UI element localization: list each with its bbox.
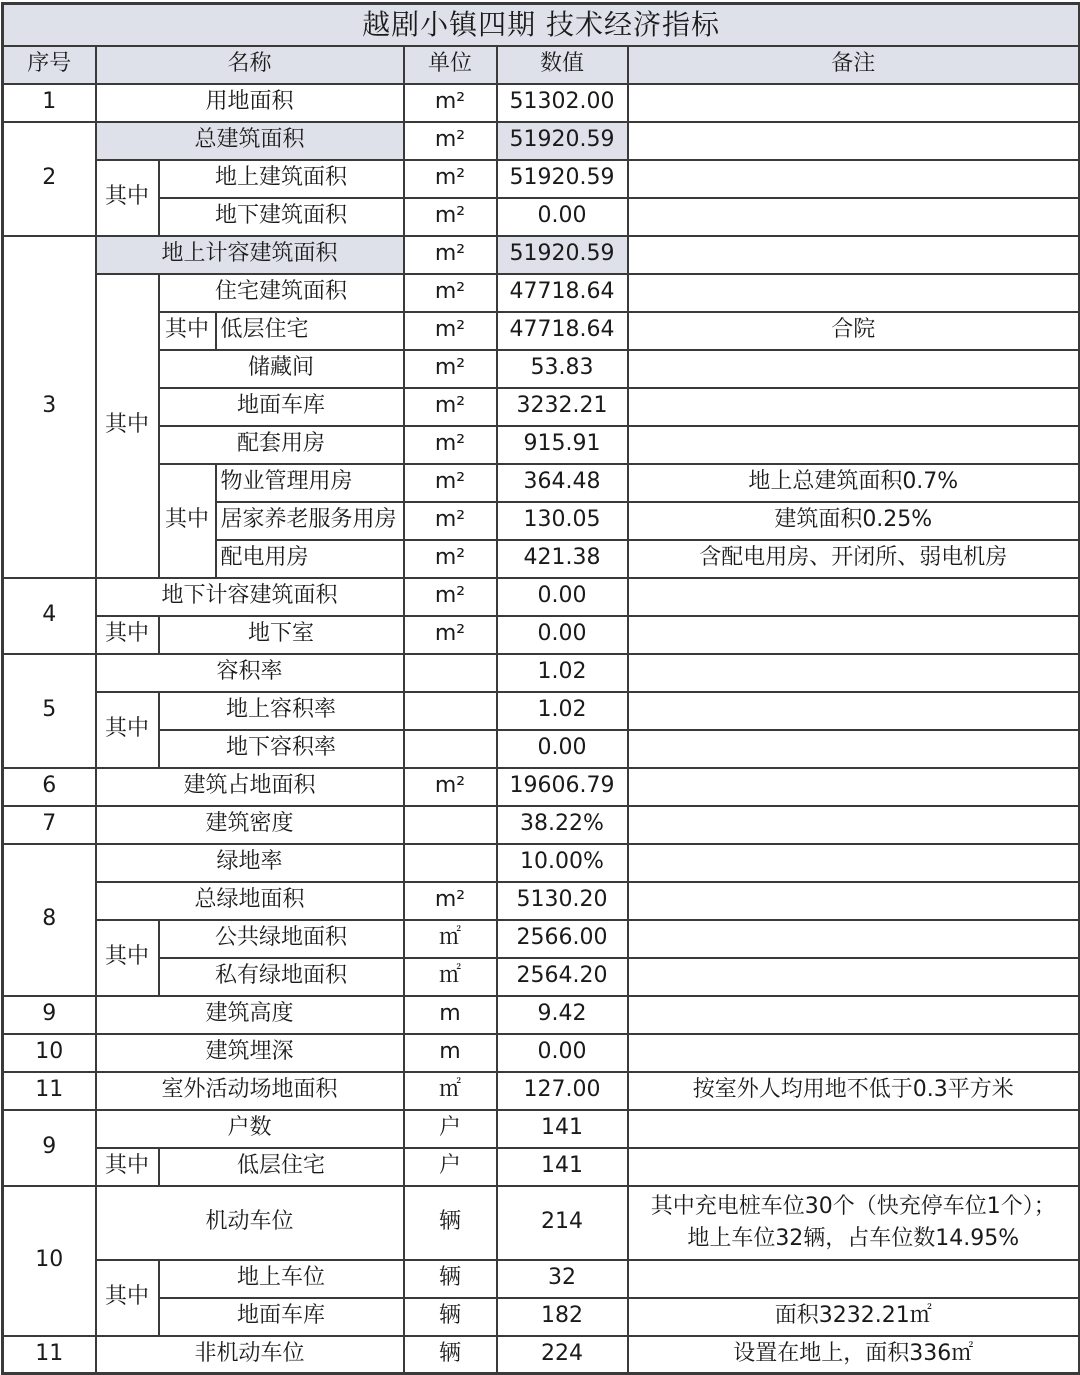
name-cell: 总建筑面积 xyxy=(96,122,404,160)
seq-cell: 7 xyxy=(3,806,96,844)
table-row xyxy=(3,160,1080,198)
unit-cell: m xyxy=(404,1034,497,1072)
unit-cell xyxy=(404,806,497,844)
note-cell xyxy=(628,654,1080,692)
name-cell: 非机动车位 xyxy=(96,1336,404,1374)
name-cell: 低层住宅 xyxy=(159,1148,404,1186)
note-cell xyxy=(628,616,1080,654)
unit-cell: m² xyxy=(404,84,497,122)
seq-cell: 6 xyxy=(3,768,96,806)
name-cell: 地下室 xyxy=(159,616,404,654)
note-cell xyxy=(628,996,1080,1034)
name-cell: 建筑密度 xyxy=(96,806,404,844)
table-row xyxy=(3,198,1080,236)
value-cell: 0.00 xyxy=(497,198,628,236)
table-row xyxy=(3,1110,1080,1148)
header-unit: 单位 xyxy=(404,46,497,84)
sub-label: 其中 xyxy=(96,274,159,578)
unit-cell: 辆 xyxy=(404,1298,497,1336)
unit-cell: m² xyxy=(404,464,497,502)
name-cell: 私有绿地面积 xyxy=(159,958,404,996)
value-cell: 51920.59 xyxy=(497,160,628,198)
value-cell: 0.00 xyxy=(497,616,628,654)
seq-cell: 9 xyxy=(3,996,96,1034)
value-cell: 53.83 xyxy=(497,350,628,388)
table-row xyxy=(3,426,1080,464)
name-cell: 容积率 xyxy=(96,654,404,692)
header-name: 名称 xyxy=(96,46,404,84)
name-cell: 地面车库 xyxy=(159,1298,404,1336)
note-cell xyxy=(628,882,1080,920)
name-cell: 用地面积 xyxy=(96,84,404,122)
unit-cell: ㎡ xyxy=(404,920,497,958)
name-cell: 低层住宅 xyxy=(216,312,404,350)
note-cell xyxy=(628,274,1080,312)
seq-cell: 11 xyxy=(3,1336,96,1374)
note-cell: 按室外人均用地不低于0.3平方米 xyxy=(628,1072,1080,1110)
name-cell: 物业管理用房 xyxy=(216,464,404,502)
table-row xyxy=(3,1336,1080,1374)
table-row xyxy=(3,388,1080,426)
unit-cell: m² xyxy=(404,388,497,426)
sub-label: 其中 xyxy=(96,1260,159,1336)
value-cell: 915.91 xyxy=(497,426,628,464)
table-row xyxy=(3,1034,1080,1072)
value-cell: 214 xyxy=(497,1186,628,1260)
note-cell xyxy=(628,1186,1080,1260)
name-cell: 地下容积率 xyxy=(159,730,404,768)
name-cell: 地下建筑面积 xyxy=(159,198,404,236)
table-row xyxy=(3,806,1080,844)
tech-econ-index-table xyxy=(1,2,1080,1375)
unit-cell: m² xyxy=(404,578,497,616)
note-cell xyxy=(628,578,1080,616)
unit-cell: m² xyxy=(404,236,497,274)
table-row xyxy=(3,730,1080,768)
note-cell xyxy=(628,84,1080,122)
unit-cell: m² xyxy=(404,198,497,236)
name-cell: 建筑高度 xyxy=(96,996,404,1034)
table-row xyxy=(3,1298,1080,1336)
unit-cell: m² xyxy=(404,768,497,806)
table-row xyxy=(3,236,1080,274)
unit-cell: m² xyxy=(404,350,497,388)
note-cell xyxy=(628,388,1080,426)
value-cell: 51302.00 xyxy=(497,84,628,122)
note-line: 地上车位32辆，占车位数14.95% xyxy=(687,1225,1020,1251)
note-cell xyxy=(628,236,1080,274)
name-cell: 地下计容建筑面积 xyxy=(96,578,404,616)
unit-cell: 辆 xyxy=(404,1186,497,1260)
sub-label: 其中 xyxy=(159,464,216,578)
table-row xyxy=(3,654,1080,692)
unit-cell: m² xyxy=(404,160,497,198)
table-title: 越剧小镇四期 技术经济指标 xyxy=(3,4,1080,46)
value-cell: 38.22% xyxy=(497,806,628,844)
note-cell xyxy=(628,920,1080,958)
value-cell: 1.02 xyxy=(497,654,628,692)
note-cell xyxy=(628,122,1080,160)
table-row xyxy=(3,578,1080,616)
table-row xyxy=(3,1148,1080,1186)
note-cell: 面积3232.21㎡ xyxy=(628,1298,1080,1336)
note-cell xyxy=(628,1260,1080,1298)
table-row xyxy=(3,84,1080,122)
value-cell: 141 xyxy=(497,1148,628,1186)
value-cell: 127.00 xyxy=(497,1072,628,1110)
table-row xyxy=(3,464,1080,502)
name-cell: 储藏间 xyxy=(159,350,404,388)
value-cell: 9.42 xyxy=(497,996,628,1034)
note-cell: 建筑面积0.25% xyxy=(628,502,1080,540)
header-value: 数值 xyxy=(497,46,628,84)
table-row xyxy=(3,882,1080,920)
note-cell: 设置在地上，面积336㎡ xyxy=(628,1336,1080,1374)
sub-label: 其中 xyxy=(96,692,159,768)
unit-cell: m² xyxy=(404,616,497,654)
seq-cell: 9 xyxy=(3,1110,96,1186)
unit-cell: m² xyxy=(404,426,497,464)
note-cell xyxy=(628,1148,1080,1186)
name-cell: 机动车位 xyxy=(96,1186,404,1260)
unit-cell: 户 xyxy=(404,1110,497,1148)
name-cell: 配套用房 xyxy=(159,426,404,464)
note-cell xyxy=(628,806,1080,844)
note-cell xyxy=(628,160,1080,198)
name-cell: 户数 xyxy=(96,1110,404,1148)
note-cell: 合院 xyxy=(628,312,1080,350)
table-row xyxy=(3,122,1080,160)
unit-cell: 辆 xyxy=(404,1260,497,1298)
seq-cell: 8 xyxy=(3,844,96,996)
value-cell: 130.05 xyxy=(497,502,628,540)
unit-cell: m² xyxy=(404,540,497,578)
seq-cell: 3 xyxy=(3,236,96,578)
name-cell: 地面车库 xyxy=(159,388,404,426)
value-cell: 224 xyxy=(497,1336,628,1374)
table-row xyxy=(3,844,1080,882)
table-row xyxy=(3,274,1080,312)
note-cell xyxy=(628,768,1080,806)
table-row xyxy=(3,920,1080,958)
value-cell: 0.00 xyxy=(497,578,628,616)
name-cell: 室外活动场地面积 xyxy=(96,1072,404,1110)
header-seq: 序号 xyxy=(3,46,96,84)
table-row xyxy=(3,312,1080,350)
value-cell: 10.00% xyxy=(497,844,628,882)
name-cell: 地上计容建筑面积 xyxy=(96,236,404,274)
value-cell: 3232.21 xyxy=(497,388,628,426)
name-cell: 建筑占地面积 xyxy=(96,768,404,806)
sub-label: 其中 xyxy=(159,312,216,350)
note-cell: 地上总建筑面积0.7% xyxy=(628,464,1080,502)
unit-cell: m² xyxy=(404,882,497,920)
value-cell: 0.00 xyxy=(497,730,628,768)
name-cell: 地上建筑面积 xyxy=(159,160,404,198)
sub-label: 其中 xyxy=(96,1148,159,1186)
unit-cell: m² xyxy=(404,274,497,312)
unit-cell xyxy=(404,654,497,692)
table-row xyxy=(3,692,1080,730)
name-cell: 建筑埋深 xyxy=(96,1034,404,1072)
value-cell: 1.02 xyxy=(497,692,628,730)
value-cell: 47718.64 xyxy=(497,312,628,350)
seq-cell: 5 xyxy=(3,654,96,768)
name-cell: 住宅建筑面积 xyxy=(159,274,404,312)
sub-label: 其中 xyxy=(96,920,159,996)
sub-label: 其中 xyxy=(96,616,159,654)
value-cell: 5130.20 xyxy=(497,882,628,920)
value-cell: 51920.59 xyxy=(497,236,628,274)
name-cell: 总绿地面积 xyxy=(96,882,404,920)
table-row xyxy=(3,958,1080,996)
unit-cell: 户 xyxy=(404,1148,497,1186)
unit-cell: ㎡ xyxy=(404,1072,497,1110)
note-cell xyxy=(628,958,1080,996)
note-cell: 含配电用房、开闭所、弱电机房 xyxy=(628,540,1080,578)
value-cell: 19606.79 xyxy=(497,768,628,806)
unit-cell xyxy=(404,692,497,730)
unit-cell: ㎡ xyxy=(404,958,497,996)
value-cell: 51920.59 xyxy=(497,122,628,160)
name-cell: 绿地率 xyxy=(96,844,404,882)
value-cell: 0.00 xyxy=(497,1034,628,1072)
table-row xyxy=(3,1260,1080,1298)
value-cell: 421.38 xyxy=(497,540,628,578)
note-cell xyxy=(628,844,1080,882)
table-row xyxy=(3,350,1080,388)
note-line: 其中充电桩车位30个（快充停车位1个）； xyxy=(650,1193,1056,1219)
unit-cell: 辆 xyxy=(404,1336,497,1374)
unit-cell: m² xyxy=(404,122,497,160)
name-cell: 公共绿地面积 xyxy=(159,920,404,958)
note-cell xyxy=(628,426,1080,464)
table-row xyxy=(3,616,1080,654)
value-cell: 32 xyxy=(497,1260,628,1298)
unit-cell: m² xyxy=(404,312,497,350)
seq-cell: 10 xyxy=(3,1186,96,1336)
value-cell: 364.48 xyxy=(497,464,628,502)
seq-cell: 10 xyxy=(3,1034,96,1072)
sub-label: 其中 xyxy=(96,160,159,236)
value-cell: 47718.64 xyxy=(497,274,628,312)
note-cell xyxy=(628,350,1080,388)
value-cell: 182 xyxy=(497,1298,628,1336)
value-cell: 2564.20 xyxy=(497,958,628,996)
note-cell xyxy=(628,692,1080,730)
unit-cell: m² xyxy=(404,502,497,540)
note-cell xyxy=(628,1034,1080,1072)
unit-cell xyxy=(404,844,497,882)
seq-cell: 11 xyxy=(3,1072,96,1110)
name-cell: 地上容积率 xyxy=(159,692,404,730)
table-row xyxy=(3,768,1080,806)
table-row xyxy=(3,996,1080,1034)
note-cell xyxy=(628,1110,1080,1148)
table-row xyxy=(3,1186,1080,1260)
note-cell xyxy=(628,730,1080,768)
seq-cell: 2 xyxy=(3,122,96,236)
name-cell: 居家养老服务用房 xyxy=(216,502,404,540)
value-cell: 141 xyxy=(497,1110,628,1148)
name-cell: 地上车位 xyxy=(159,1260,404,1298)
name-cell: 配电用房 xyxy=(216,540,404,578)
table-row xyxy=(3,1072,1080,1110)
value-cell: 2566.00 xyxy=(497,920,628,958)
header-note: 备注 xyxy=(628,46,1080,84)
unit-cell xyxy=(404,730,497,768)
unit-cell: m xyxy=(404,996,497,1034)
seq-cell: 1 xyxy=(3,84,96,122)
seq-cell: 4 xyxy=(3,578,96,654)
note-cell xyxy=(628,198,1080,236)
